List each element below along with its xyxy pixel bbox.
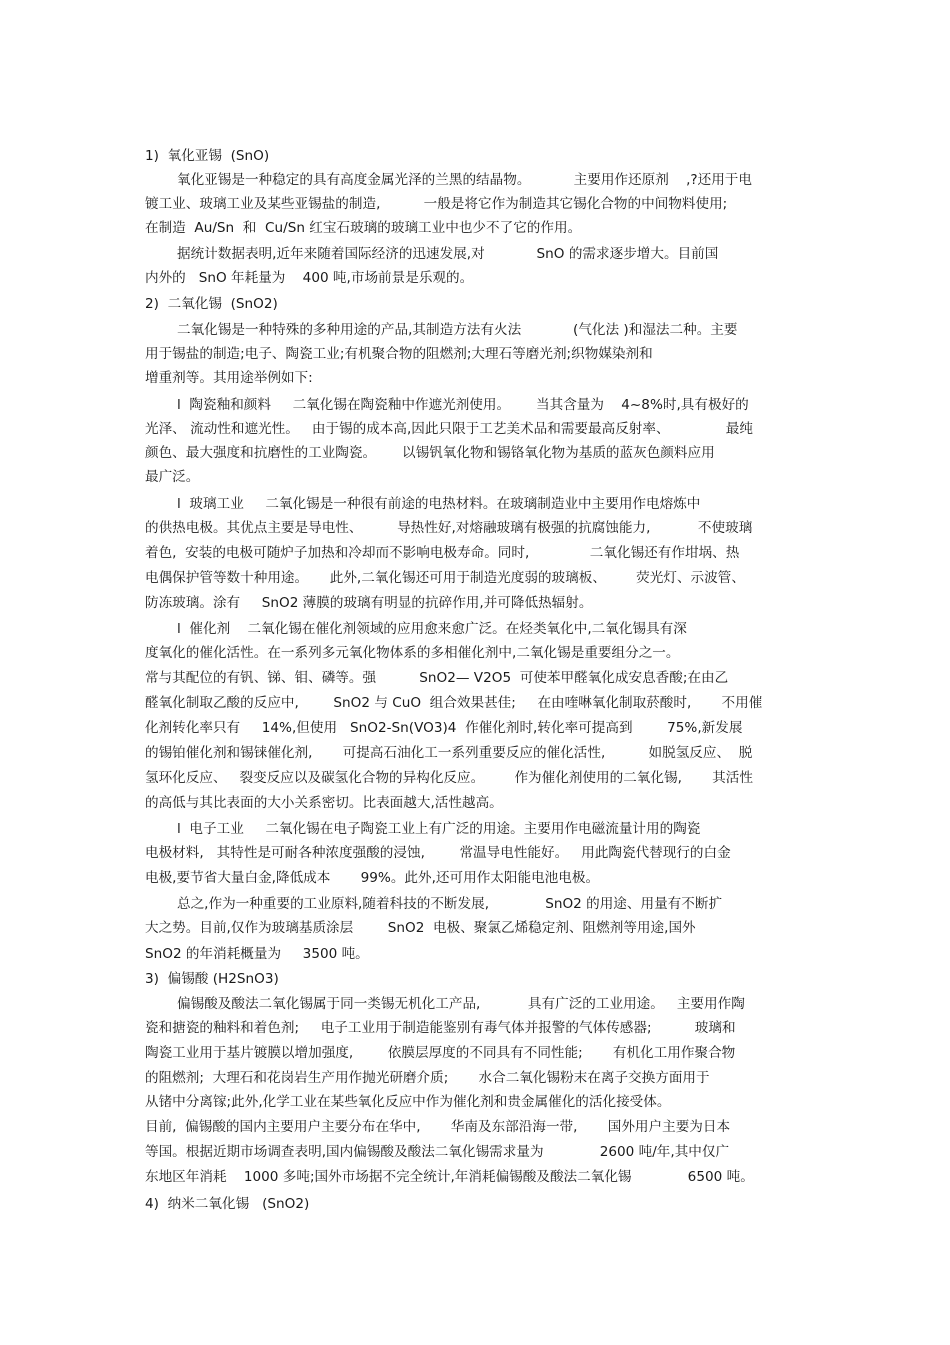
paragraph-line: 总之,作为一种重要的工业原料,随着科技的不断发展, SnO2 的用途、用量有不断扩 — [177, 896, 723, 912]
paragraph-line: 常与其配位的有钒、锑、钼、磷等。强 SnO2— V2O5 可使苯甲醛氧化成安息香酸;在由乙 — [145, 670, 729, 686]
paragraph-line: 东地区年消耗 1000 多吨;国外市场据不完全统计,年消耗偏锡酸及酸法二氧化锡 6500 吨。 — [145, 1169, 754, 1185]
paragraph-line: 氢环化反应、 裂变反应以及碳氢化合物的异构化反应。 作为催化剂使用的二氧化锡, 其活性 — [145, 770, 753, 786]
paragraph-line: 等国。根据近期市场调查表明,国内偏锡酸及酸法二氧化锡需求量为 2600 吨/年,其中仅广 — [145, 1144, 730, 1160]
paragraph-line: 氧化亚锡是一种稳定的具有高度金属光泽的兰黑的结晶物。 主要用作还原剂 ,?还用于电 — [177, 172, 752, 188]
paragraph-line: 内外的 SnO 年耗量为 400 吨,市场前景是乐观的。 — [145, 270, 474, 286]
paragraph-line: 在制造 Au/Sn 和 Cu/Sn 红宝石玻璃的玻璃工业中也少不了它的作用。 — [145, 220, 582, 236]
paragraph-line: 化剂转化率只有 14%,但使用 SnO2-Sn(VO3)4 作催化剂时,转化率可提高到 75%,新发展 — [145, 720, 743, 736]
bullet-item-electronics: l 电子工业 二氧化锡在电子陶瓷工业上有广泛的用途。主要用作电磁流量计用的陶瓷 — [177, 821, 701, 837]
paragraph-line: 据统计数据表明,近年来随着国际经济的迅速发展,对 SnO 的需求逐步增大。目前国 — [177, 246, 719, 262]
bullet-item-ceramic-glaze: l 陶瓷釉和颜料 二氧化锡在陶瓷釉中作遮光剂使用。 当其含量为 4~8%时,具有极好的 — [177, 397, 749, 413]
paragraph-line: 的供热电极。其优点主要是导电性、 导热性好,对熔融玻璃有极强的抗腐蚀能力, 不使玻璃 — [145, 520, 753, 536]
paragraph-line: 电极,要节省大量白金,降低成本 99%。此外,还可用作太阳能电池电极。 — [145, 870, 600, 886]
paragraph-line: 瓷和搪瓷的釉料和着色剂; 电子工业用于制造能鉴别有毒气体并报警的气体传感器; 玻璃和 — [145, 1020, 736, 1036]
paragraph-line: 防冻玻璃。涂有 SnO2 薄膜的玻璃有明显的抗碎作用,并可降低热辐射。 — [145, 595, 593, 611]
section-heading-sno: 1) 氧化亚锡 (SnO) — [145, 148, 270, 164]
paragraph-line: 醛氧化制取乙酸的反应中, SnO2 与 CuO 组合效果甚佳; 在由喹啉氧化制取菸酸时, 不用催 — [145, 695, 763, 711]
paragraph-line: 目前, 偏锡酸的国内主要用户主要分布在华中, 华南及东部沿海一带, 国外用户主要为日本 — [145, 1119, 731, 1135]
paragraph-line: 用于锡盐的制造;电子、陶瓷工业;有机聚合物的阻燃剂;大理石等磨光剂;织物媒染剂和 — [145, 346, 653, 362]
paragraph-line: 增重剂等。其用途举例如下: — [145, 370, 313, 386]
paragraph-line: 光泽、 流动性和遮光性。 由于锡的成本高,因此只限于工艺美术品和需要最高反射率、 最纯 — [145, 421, 753, 437]
paragraph-line: 大之势。目前,仅作为玻璃基质涂层 SnO2 电极、聚氯乙烯稳定剂、阻燃剂等用途,国外 — [145, 920, 696, 936]
paragraph-line: 二氧化锡是一种特殊的多种用途的产品,其制造方法有火法 (气化法 )和湿法二种。主要 — [177, 322, 738, 338]
paragraph-line: 偏锡酸及酸法二氧化锡属于同一类锡无机化工产品, 具有广泛的工业用途。 主要用作陶 — [177, 996, 745, 1012]
paragraph-line: 从锗中分离镓;此外,化学工业在某些氧化反应中作为催化剂和贵金属催化的活化接受体。 — [145, 1094, 671, 1110]
section-heading-nano-sno2: 4) 纳米二氧化锡 (SnO2) — [145, 1196, 310, 1212]
paragraph-line: 的高低与其比表面的大小关系密切。比表面越大,活性越高。 — [145, 795, 503, 811]
paragraph-line: 镀工业、玻璃工业及某些亚锡盐的制造, 一般是将它作为制造其它锡化合物的中间物料使用; — [145, 196, 728, 212]
paragraph-line: SnO2 的年消耗概量为 3500 吨。 — [145, 946, 369, 962]
section-heading-h2sno3: 3) 偏锡酸 (H2SnO3) — [145, 971, 279, 987]
paragraph-line: 度氧化的催化活性。在一系列多元氧化物体系的多相催化剂中,二氧化锡是重要组分之一。 — [145, 645, 680, 661]
paragraph-line: 电偶保护管等数十种用途。 此外,二氧化锡还可用于制造光度弱的玻璃板、 荧光灯、示波管、 — [145, 570, 745, 586]
paragraph-line: 电极材料, 其特性是可耐各种浓度强酸的浸蚀, 常温导电性能好。 用此陶瓷代替现行的白金 — [145, 845, 731, 861]
paragraph-line: 颜色、最大强度和抗磨性的工业陶瓷。 以锡钒氧化物和锡铬氧化物为基质的蓝灰色颜料应用 — [145, 445, 715, 461]
paragraph-line: 陶瓷工业用于基片镀膜以增加强度, 依膜层厚度的不同具有不同性能; 有机化工用作聚合物 — [145, 1045, 736, 1061]
paragraph-line: 的锡铂催化剂和锡铼催化剂, 可提高石油化工一系列重要反应的催化活性, 如脱氢反应、 脱 — [145, 745, 753, 761]
paragraph-line: 着色, 安装的电极可随炉子加热和冷却而不影响电极寿命。同时, 二氧化锡还有作坩埚、热 — [145, 545, 740, 561]
bullet-item-glass-industry: l 玻璃工业 二氧化锡是一种很有前途的电热材料。在玻璃制造业中主要用作电熔炼中 — [177, 496, 701, 512]
paragraph-line: 最广泛。 — [145, 469, 200, 485]
section-heading-sno2: 2) 二氧化锡 (SnO2) — [145, 296, 278, 312]
bullet-item-catalyst: l 催化剂 二氧化锡在催化剂领域的应用愈来愈广泛。在烃类氧化中,二氧化锡具有深 — [177, 621, 687, 637]
paragraph-line: 的阻燃剂; 大理石和花岗岩生产用作抛光研磨介质; 水合二氧化锡粉末在离子交换方面用于 — [145, 1070, 710, 1086]
